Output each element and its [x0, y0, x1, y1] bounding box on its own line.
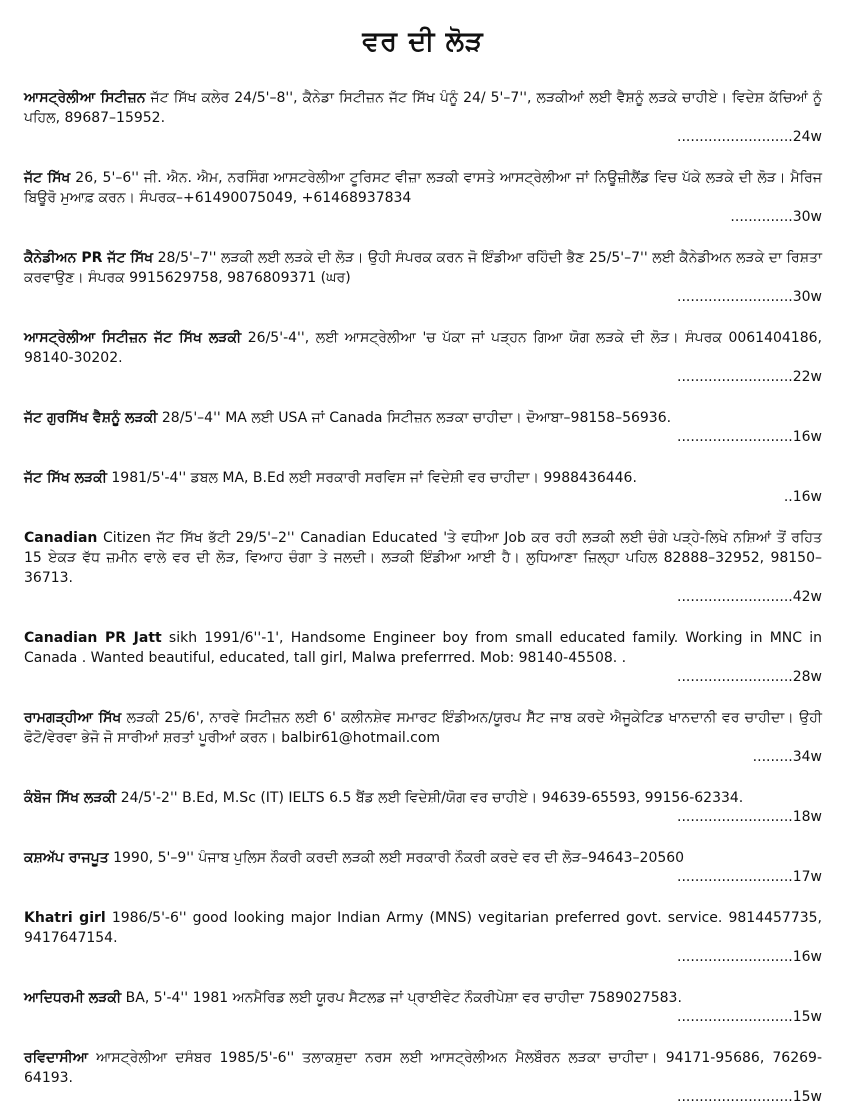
ad-heading: ਰਵਿਦਾਸੀਆ: [24, 1050, 88, 1066]
ad-text: [24, 628, 822, 668]
ad-word-count: ..........................30w: [677, 289, 822, 305]
classified-ad: [24, 848, 822, 886]
page-title: ਵਰ ਦੀ ਲੋੜ: [362, 26, 484, 57]
ads-list: [24, 88, 822, 1106]
ad-text: [24, 788, 822, 808]
ad-word-count: ..16w: [783, 489, 822, 505]
classified-ad: [24, 528, 822, 606]
ad-heading: ਆਸਟ੍ਰੇਲੀਆ ਸਿਟੀਜ਼ਨ: [24, 90, 146, 106]
classified-ad: [24, 628, 822, 686]
ad-word-count: ..........................16w: [677, 949, 822, 965]
classified-ad: [24, 88, 822, 146]
ad-heading: ਜੱਟ ਸਿੱਖ: [24, 170, 71, 186]
ad-text: [24, 988, 822, 1008]
ad-body: sikh 1991/6''-1', Handsome Engineer boy from small educated family. Working in MNC in Canada . Wanted beautiful, educated, tall girl, Malwa preferrred. Mob: 98140-45508. .: [24, 630, 822, 666]
ad-heading: ਕੰਬੋਜ ਸਿੱਖ ਲੜਕੀ: [24, 790, 117, 806]
ad-word-count: ..........................17w: [677, 869, 822, 885]
classified-ad: [24, 168, 822, 226]
ad-body: 28/5'–4'' MA ਲਈ USA ਜਾਂ Canada ਸਿਟੀਜ਼ਨ ਲੜਕਾ ਚਾਹੀਦਾ। ਦੋਆਬਾ–98158–56936.: [157, 410, 672, 426]
ad-body: 1981/5'-4'' ਡਬਲ MA, B.Ed ਲਈ ਸਰਕਾਰੀ ਸਰਵਿਸ ਜਾਂ ਵਿਦੇਸ਼ੀ ਵਰ ਚਾਹੀਦਾ। 9988436446.: [106, 470, 637, 486]
classified-ad: [24, 328, 822, 386]
ad-body: ਜੱਟ ਸਿੱਖ ਕਲੇਰ 24/5'–8'', ਕੈਨੇਡਾ ਸਿਟੀਜ਼ਨ ਜੱਟ ਸਿੱਖ ਪੰਨੂੰ 24/ 5'–7'', ਲੜਕੀਆਂ ਲਈ ਵੈਸ਼ਨੂੰ ਲੜਕੇ ਚਾਹੀਏ। ਵਿਦੇਸ਼ ਕੱਚਿਆਂ ਨੂੰ ਪਹਿਲ, 89687–15952.: [24, 90, 822, 126]
ad-text: [24, 408, 822, 428]
ad-text: [24, 528, 822, 588]
ad-text: [24, 248, 822, 288]
classified-ad: [24, 708, 822, 766]
ad-heading: ਜੱਟ ਗੁਰਸਿੱਖ ਵੈਸ਼ਨੂੰ ਲੜਕੀ: [24, 410, 158, 426]
ad-text: [24, 1048, 822, 1088]
ad-word-count: ..........................15w: [677, 1009, 822, 1025]
classified-ad: [24, 788, 822, 826]
ad-heading: Canadian PR Jatt: [24, 630, 162, 646]
ad-word-count: ..........................15w: [677, 1089, 822, 1105]
classified-ad: [24, 408, 822, 446]
classified-ad: [24, 988, 822, 1026]
classified-ad: [24, 248, 822, 306]
ad-body: Citizen ਜੱਟ ਸਿੱਖ ਭੱਟੀ 29/5'–2'' Canadian Educated 'ਤੇ ਵਧੀਆ Job ਕਰ ਰਹੀ ਲੜਕੀ ਲਈ ਚੰਗੇ ਪੜ੍ਹੇ-ਲਿਖੇ ਨਸ਼ਿਆਂ ਤੋਂ ਰਹਿਤ 15 ਏਕੜ ਵੱਧ ਜ਼ਮੀਨ ਵਾਲੇ ਵਰ ਦੀ ਲੋੜ, ਵਿਆਹ ਚੰਗਾ ਤੇ ਜਲਦੀ। ਲੜਕੀ ਇੰਡੀਆ ਆਈ ਹੈ। ਲੁਧਿਆਣਾ ਜ਼ਿਲ੍ਹਾ ਪਹਿਲ 82888–32952, 98150–36713.: [24, 530, 822, 586]
classified-ad: [24, 468, 822, 506]
ad-heading: ਜੱਟ ਸਿੱਖ ਲੜਕੀ: [24, 470, 107, 486]
ad-body: BA, 5'-4'' 1981 ਅਨਮੈਰਿਡ ਲਈ ਯੂਰਪ ਸੈਟਲਡ ਜਾਂ ਪ੍ਰਾਈਵੇਟ ਨੌਕਰੀਪੇਸ਼ਾ ਵਰ ਚਾਹੀਦਾ 7589027583.: [121, 990, 682, 1006]
ad-word-count: ..........................16w: [677, 429, 822, 445]
ad-body: 26/5'-4'', ਲਈ ਆਸਟ੍ਰੇਲੀਆ 'ਚ ਪੱਕਾ ਜਾਂ ਪੜ੍ਹਨ ਗਿਆ ਯੋਗ ਲੜਕੇ ਦੀ ਲੋੜ। ਸੰਪਰਕ 0061404186, 98140-30202.: [24, 330, 822, 366]
ad-body: 24/5'-2'' B.Ed, M.Sc (IT) IELTS 6.5 ਬੈਂਡ ਲਈ ਵਿਦੇਸ਼ੀ/ਯੋਗ ਵਰ ਚਾਹੀਏ। 94639-65593, 99156-62334.: [116, 790, 744, 806]
ad-word-count: ..........................42w: [677, 589, 822, 605]
ad-text: [24, 88, 822, 128]
ad-heading: ਕਸ਼ਅੱਪ ਰਾਜਪੂਤ: [24, 850, 109, 866]
ad-text: [24, 908, 822, 948]
ad-word-count: ..........................24w: [677, 129, 822, 145]
classified-ad: [24, 1048, 822, 1106]
ad-text: [24, 168, 822, 208]
ad-text: [24, 708, 822, 748]
ad-body: 1990, 5'–9'' ਪੰਜਾਬ ਪੁਲਿਸ ਨੌਕਰੀ ਕਰਦੀ ਲੜਕੀ ਲਈ ਸਰਕਾਰੀ ਨੌਕਰੀ ਕਰਦੇ ਵਰ ਦੀ ਲੋੜ–94643–20560: [108, 850, 685, 866]
ad-body: ਆਸਟ੍ਰੇਲੀਆ ਦਸੰਬਰ 1985/5'-6'' ਤਲਾਕਸ਼ੁਦਾ ਨਰਸ ਲਈ ਆਸਟ੍ਰੇਲੀਅਨ ਮੈਲਬੌਰਨ ਲੜਕਾ ਚਾਹੀਦਾ। 94171-95686, 76269-64193.: [24, 1050, 822, 1086]
ad-heading: ਆਦਿਧਰਮੀ ਲੜਕੀ: [24, 990, 122, 1006]
ad-text: [24, 468, 822, 488]
ad-body: 26, 5'–6'' ਜੀ. ਐਨ. ਐਮ, ਨਰਸਿੰਗ ਆਸਟਰੇਲੀਆ ਟੂਰਿਸਟ ਵੀਜ਼ਾ ਲੜਕੀ ਵਾਸਤੇ ਆਸਟ੍ਰੇਲੀਆ ਜਾਂ ਨਿਊਜ਼ੀਲੈਂਡ ਵਿਚ ਪੱਕੇ ਲੜਕੇ ਦੀ ਲੋੜ। ਮੈਰਿਜ ਬਿਊਰੋ ਮੁਆਫ਼ ਕਰਨ। ਸੰਪਰਕ–+61490075049, +61468937834: [24, 170, 822, 206]
ad-heading: Khatri girl: [24, 910, 106, 926]
ad-text: [24, 328, 822, 368]
ad-word-count: ..........................22w: [677, 369, 822, 385]
ad-body: ਲੜਕੀ 25/6', ਨਾਰਵੇ ਸਿਟੀਜ਼ਨ ਲਈ 6' ਕਲੀਨਸ਼ੇਵ ਸਮਾਰਟ ਇੰਡੀਅਨ/ਯੂਰਪ ਸੈੱਟ ਜਾਬ ਕਰਦੇ ਐਜੂਕੇਟਿਡ ਖਾਨਦਾਨੀ ਵਰ ਚਾਹੀਦਾ। ਉਹੀ ਫੋਟੋ/ਵੇਰਵਾ ਭੇਜੋ ਜੋ ਸਾਰੀਆਂ ਸ਼ਰਤਾਂ ਪੂਰੀਆਂ ਕਰਨ। balbir61@hotmail.com: [24, 710, 822, 746]
classified-ad: [24, 908, 822, 966]
ad-word-count: ..........................28w: [677, 669, 822, 685]
ad-heading: ਕੈਨੇਡੀਅਨ PR ਜੱਟ ਸਿੱਖ: [24, 250, 154, 266]
ad-text: [24, 848, 822, 868]
ad-body: 28/5'–7'' ਲੜਕੀ ਲਈ ਲੜਕੇ ਦੀ ਲੋੜ। ਉਹੀ ਸੰਪਰਕ ਕਰਨ ਜੋ ਇੰਡੀਆ ਰਹਿੰਦੀ ਭੈਣ 25/5'–7'' ਲਈ ਕੈਨੇਡੀਅਨ ਲੜਕੇ ਦਾ ਰਿਸ਼ਤਾ ਕਰਵਾਉਣ। ਸੰਪਰਕ 9915629758, 9876809371 (ਘਰ): [24, 250, 823, 286]
ad-body: 1986/5'-6'' good looking major Indian Army (MNS) vegitarian preferred govt. service. 9814457735, 9417647154.: [24, 910, 822, 946]
ad-word-count: ..........................18w: [677, 809, 822, 825]
ad-heading: ਆਸਟ੍ਰੇਲੀਆ ਸਿਟੀਜ਼ਨ ਜੱਟ ਸਿੱਖ ਲੜਕੀ: [24, 330, 242, 346]
ad-heading: Canadian: [24, 530, 98, 546]
ad-word-count: .........34w: [752, 749, 822, 765]
ad-heading: ਰਾਮਗੜ੍ਹੀਆ ਸਿੱਖ: [24, 710, 122, 726]
ad-word-count: ..............30w: [730, 209, 822, 225]
